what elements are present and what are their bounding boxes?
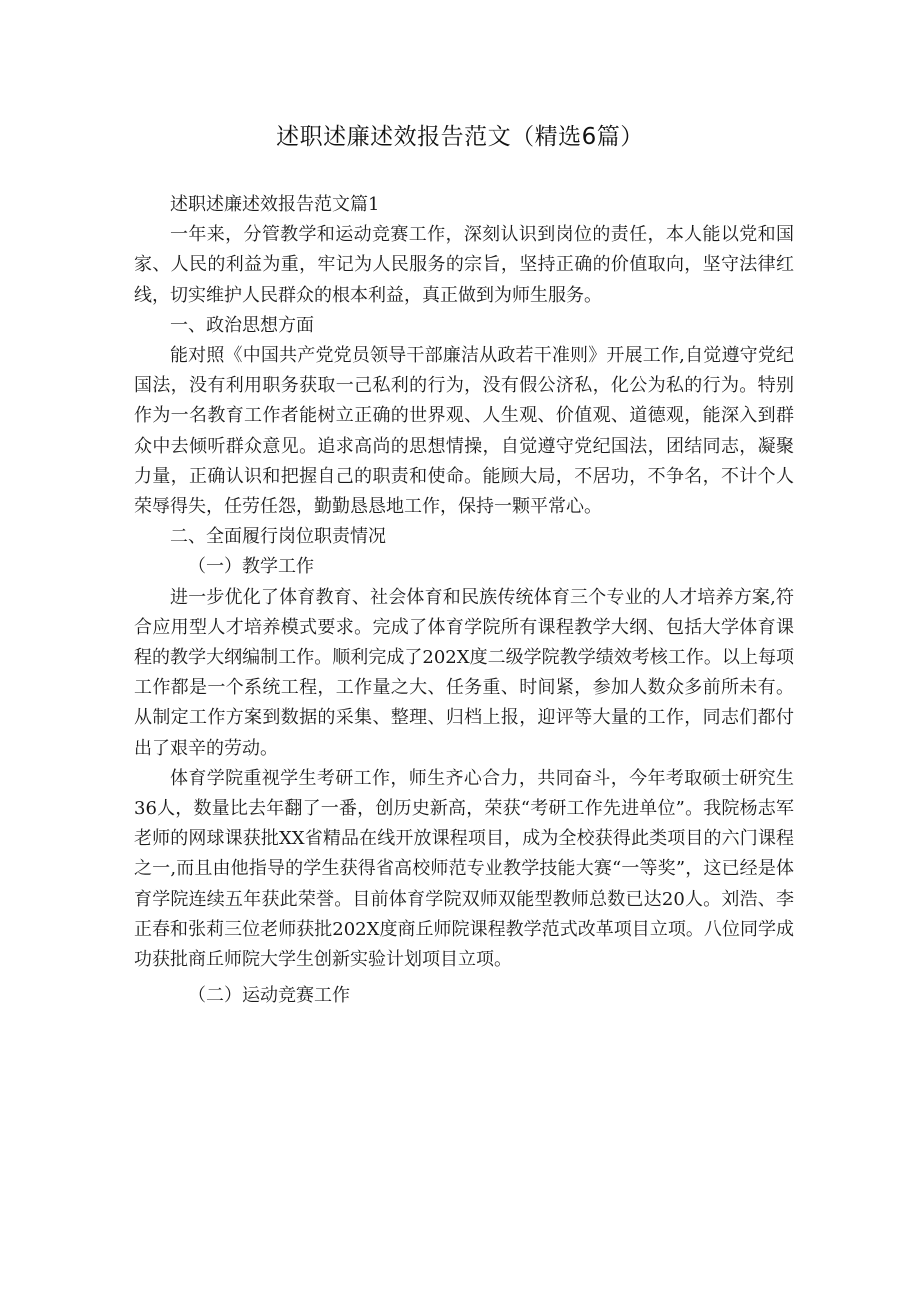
section-heading: 一、政治思想方面 — [170, 314, 314, 336]
subsection-heading: （一）教学工作 — [188, 556, 314, 578]
section-heading: 二、全面履行岗位职责情况 — [170, 526, 386, 548]
body-paragraph: 能对照《中国共产党党员领导干部廉洁从政若干准则》开展工作,自觉遵守党纪国法，没有利用职务获取一己私利的行为，没有假公济私，化公为私的行为。特别作为一名教育工作者能树立正确的世界观、人生观、价值观、道德观，能深入到群众中去倾听群众意见。追求高尚的思想情操，自觉遵守党纪国法，团结同志，凝聚力量，正确认识和把握自己的职责和使命。能顾大局，不居功，不争名，不计个人荣辱得失，任劳任怨，勤勤恳恳地工作，保持一颗平常心。 — [134, 345, 794, 518]
document-body — [134, 190, 794, 1011]
section-heading: 述职述廉述效报告范文篇1 — [170, 194, 380, 215]
body-paragraph: 体育学院重视学生考研工作，师生齐心合力，共同奋斗，今年考取硕士研究生36人，数量比去年翻了一番，创历史新高，荣获“考研工作先进单位”。我院杨志军老师的网球课获批XX省精品在线开放课程项目，成为全校获得此类项目的六门课程之一,而且由他指导的学生获得省高校师范专业教学技能大赛“一等奖”，这已经是体育学院连续五年获此荣誉。目前体育学院双师双能型教师总数已达20人。刘浩、李正春和张莉三位老师获批202X度商丘师院课程教学范式改革项目立项。八位同学成功获批商丘师院大学生创新实验计划项目立项。 — [134, 767, 794, 971]
body-paragraph: 一年来，分管教学和运动竞赛工作，深刻认识到岗位的责任，本人能以党和国家、人民的利益为重，牢记为人民服务的宗旨，坚持正确的价值取向，坚守法律红线，切实维护人民群众的根本利益，真正做到为师生服务。 — [134, 224, 794, 306]
body-paragraph: 进一步优化了体育教育、社会体育和民族传统体育三个专业的人才培养方案,符合应用型人才培养模式要求。完成了体育学院所有课程教学大纲、包括大学体育课程的教学大纲编制工作。顺利完成了202X度二级学院教学绩效考核工作。以上每项工作都是一个系统工程，工作量之大、任务重、时间紧，参加人数众多前所未有。从制定工作方案到数据的采集、整理、归档上报，迎评等大量的工作，同志们都付出了艰辛的劳动。 — [134, 586, 794, 759]
subsection-heading: （二）运动竞赛工作 — [188, 985, 350, 1007]
document-title: 述职述廉述效报告范文（精选6篇） — [276, 124, 644, 150]
